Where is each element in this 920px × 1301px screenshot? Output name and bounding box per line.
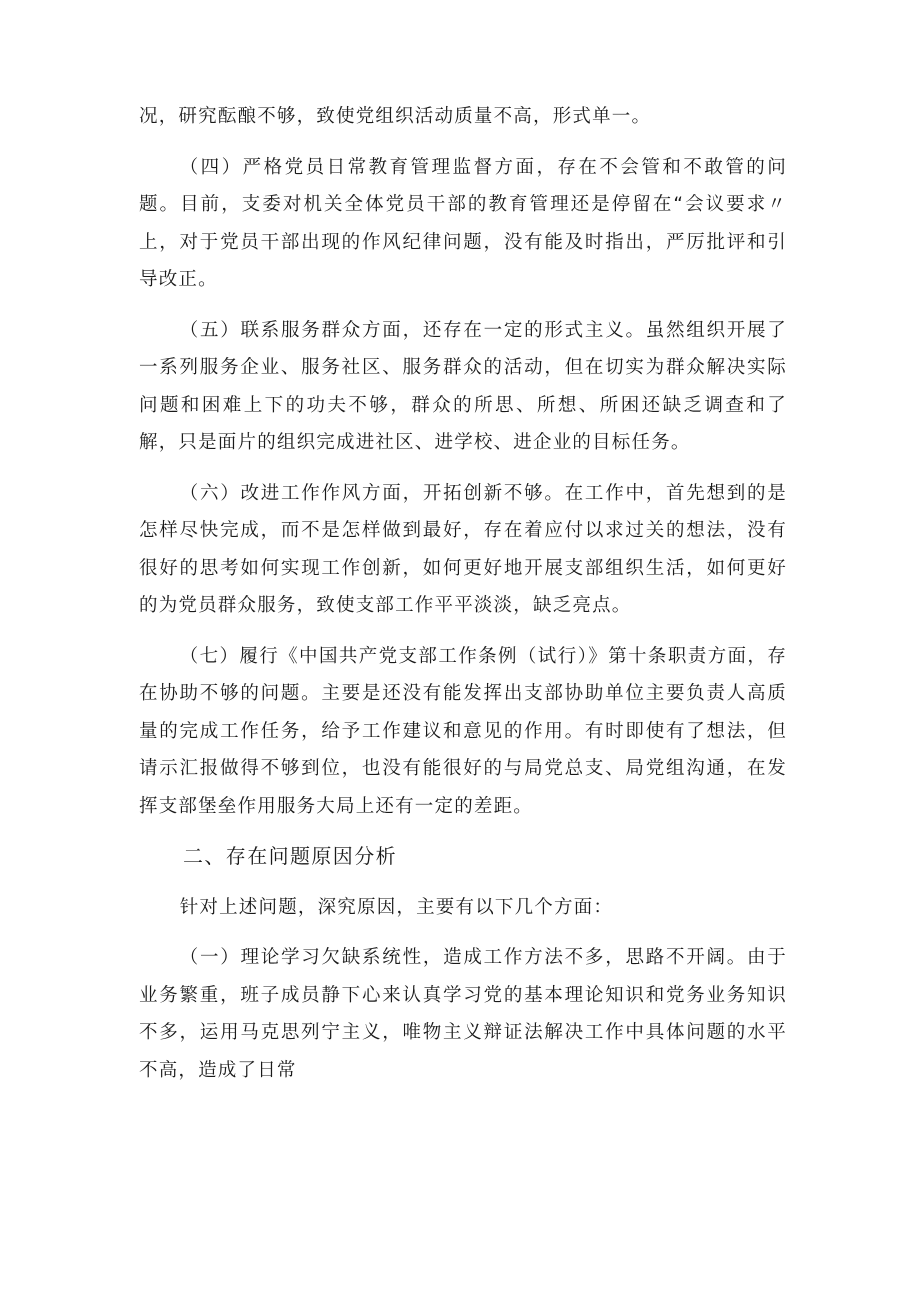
paragraph-seven: （七）履行《中国共产党支部工作条例（试行）》第十条职责方面，存在协助不够的问题。主要是还没有能发挥出支部协助单位主要负责人高质量的完成工作任务，给予工作建议和意见的作用。有时即使有了想法，但请示汇报做得不够到位，也没有能很好的与局党总支、局党组沟通，在发挥支部堡垒作用服务大局上还有一定的差距。: [139, 645, 787, 817]
paragraph-five: （五）联系服务群众方面，还存在一定的形式主义。虽然组织开展了一系列服务企业、服务社区、服务群众的活动，但在切实为群众解决实际问题和困难上下的功夫不够，群众的所思、所想、所困还缺乏调查和了解，只是面片的组织完成进社区、进学校、进企业的目标任务。: [139, 319, 787, 453]
document-body: [139, 98, 787, 1102]
paragraph-continuation: 况，研究酝酿不够，致使党组织活动质量不高，形式单一。: [139, 106, 652, 127]
paragraph-six: （六）改进工作作风方面，开拓创新不够。在工作中，首先想到的是怎样尽快完成，而不是怎样做到最好，存在着应付以求过关的想法，没有很好的思考如何实现工作创新，如何更好地开展支部组织生活，如何更好的为党员群众服务，致使支部工作平平淡淡，缺乏亮点。: [139, 482, 787, 616]
section-heading: 二、存在问题原因分析: [183, 844, 397, 868]
paragraph-one: （一）理论学习欠缺系统性，造成工作方法不多，思路不开阔。由于业务繁重，班子成员静下心来认真学习党的基本理论知识和党务业务知识不多，运用马克思列宁主义，唯物主义辩证法解决工作中具体问题的水平不高，造成了日常: [139, 947, 787, 1081]
paragraph-intro: 针对上述问题，深究原因，主要有以下几个方面：: [179, 896, 614, 918]
paragraph-four: （四）严格党员日常教育管理监督方面，存在不会管和不敢管的问题。目前，支委对机关全体党员干部的教育管理还是停留在“会议要求〃上，对于党员干部出现的作风纪律问题，没有能及时指出，严厉批评和引导改正。: [139, 156, 787, 290]
